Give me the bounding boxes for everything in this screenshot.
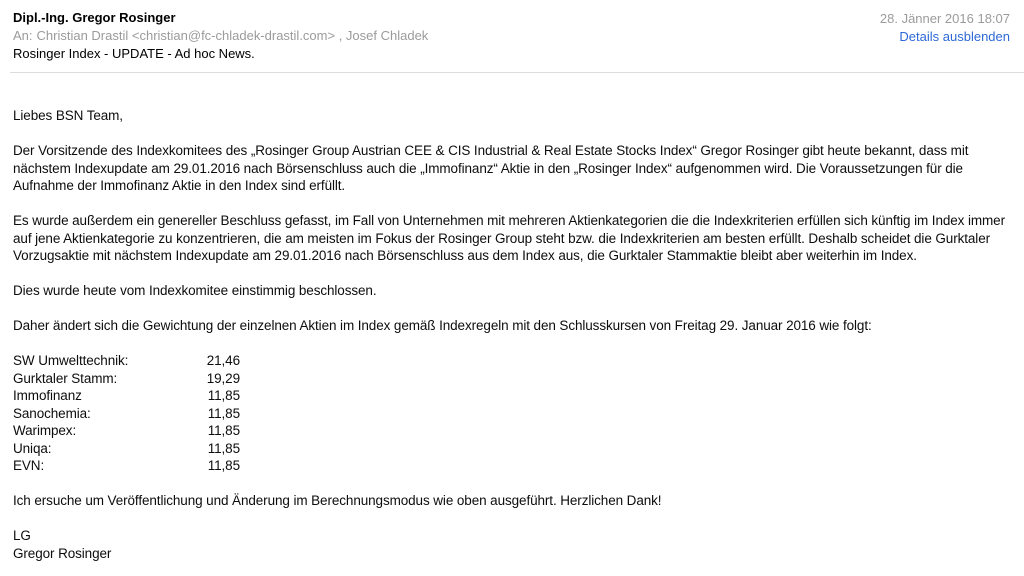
to-label: An: <box>13 28 33 43</box>
signature: Gregor Rosinger <box>13 545 112 561</box>
stock-label: SW Umwelttechnik: <box>13 353 129 368</box>
signoff: LG <box>13 528 31 543</box>
header-left <box>13 10 1010 62</box>
table-row <box>13 370 1011 388</box>
stock-weight: 11,85 <box>207 440 240 456</box>
closing-request: Ich ersuche um Veröffentlichung und Änderung im Berechnungsmodus wie oben ausgeführt. Herzlichen Dank! <box>13 493 662 508</box>
table-row <box>13 457 1011 475</box>
stock-label: EVN: <box>13 458 45 473</box>
stock-label: Immofinanz <box>13 388 82 403</box>
weights-table <box>13 352 1011 475</box>
table-row <box>13 440 1011 458</box>
sender-name: Dipl.-Ing. Gregor Rosinger <box>13 10 176 25</box>
table-row <box>13 422 1011 440</box>
table-row <box>13 387 1011 405</box>
table-row <box>13 352 1011 370</box>
recipients[interactable]: Christian Drastil <christian@fc-chladek-drastil.com> , Josef Chladek <box>36 28 429 43</box>
stock-weight: 21,46 <box>206 353 240 368</box>
greeting: Liebes BSN Team, <box>13 108 123 123</box>
stock-weight: 11,85 <box>207 423 240 438</box>
details-toggle-link[interactable]: Details ausblenden <box>899 29 1010 44</box>
date-received: 28. Jänner 2016 18:07 <box>879 11 1010 26</box>
stock-weight: 11,85 <box>207 388 240 403</box>
stock-weight: 11,85 <box>207 405 240 421</box>
paragraph-weighting-intro: Daher ändert sich die Gewichtung der einzelnen Aktien im Index gemäß Indexregeln mit den Schlusskursen von Freitag 29. Januar 2016 wie folgt: <box>13 318 872 333</box>
email-header <box>0 0 1024 62</box>
email-body <box>0 73 1024 562</box>
stock-label: Sanochemia: <box>13 405 91 421</box>
stock-label: Warimpex: <box>13 423 77 438</box>
header-right <box>880 11 1010 45</box>
table-row <box>13 405 1011 423</box>
stock-weight: 19,29 <box>206 370 240 386</box>
paragraph-committee: Dies wurde heute vom Indexkomitee einstimmig beschlossen. <box>13 283 377 298</box>
paragraph-decision: Es wurde außerdem ein genereller Beschluss gefasst, im Fall von Unternehmen mit mehreren Aktienkategorien die die Indexkriterien erfüllen sich künftig im Index immer auf jene Aktienkategorie zu konzentrieren, die am meisten im Fokus der Rosinger Group steht bzw. die Indexkriterien am besten erfüllt. Deshalb scheidet die Gurktaler Vorzugsaktie mit nächstem Indexupdate am 29.01.2016 nach Börsenschluss aus dem Index aus, die Gurktaler Stammaktie bleibt aber weiterhin im Index. <box>13 213 1005 263</box>
recipients-line <box>13 27 1010 44</box>
subject-line: Rosinger Index - UPDATE - Ad hoc News. <box>13 46 255 61</box>
paragraph-announcement: Der Vorsitzende des Indexkomitees des „Rosinger Group Austrian CEE & CIS Industrial & Real Estate Stocks Index“ Gregor Rosinger gibt heute bekannt, dass mit nächstem Indexupdate am 29.01.2016 nach Börsenschluss auch die „Immofinanz“ Aktie in den „Rosinger Index“ aufgenommen wird. Die Voraussetzungen für die Aufnahme der Immofinanz Aktie in den Index sind erfüllt. <box>13 143 969 193</box>
stock-weight: 11,85 <box>207 458 240 473</box>
stock-label: Gurktaler Stamm: <box>13 370 118 386</box>
stock-label: Uniqa: <box>13 440 52 456</box>
